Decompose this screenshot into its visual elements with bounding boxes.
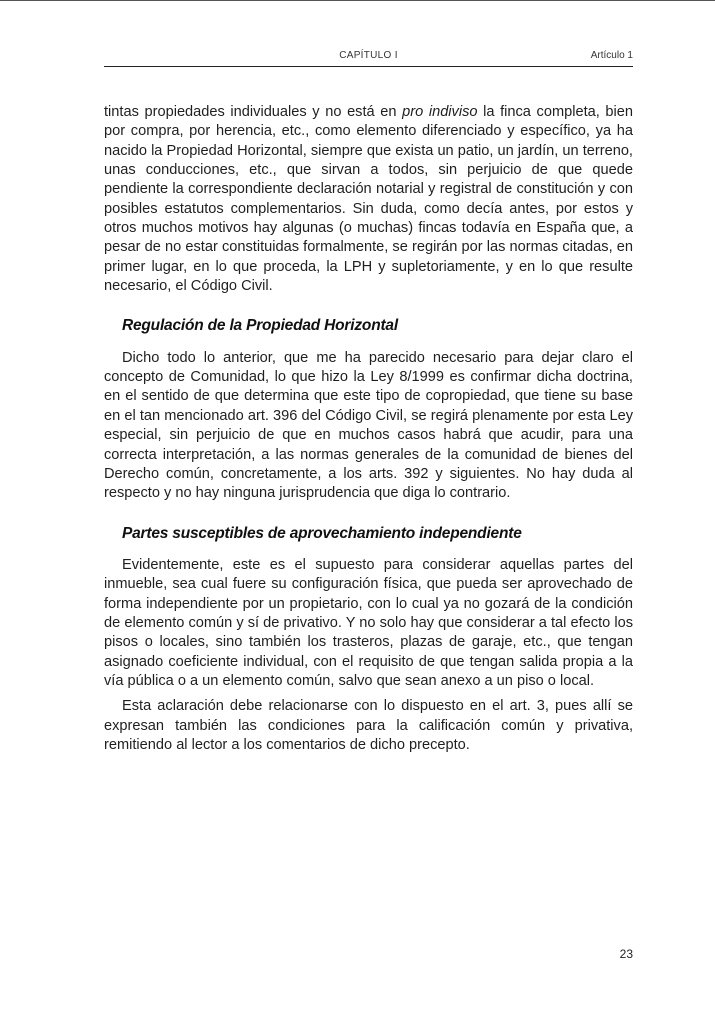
chapter-label: CAPÍTULO I <box>339 50 398 61</box>
paragraph-continued <box>104 103 633 296</box>
section-heading-regulacion: Regulación de la Propiedad Horizontal <box>122 317 398 335</box>
section-heading-partes: Partes susceptibles de aprovechamiento independiente <box>122 524 522 542</box>
page-body <box>104 103 633 755</box>
article-label: Artículo 1 <box>590 50 633 61</box>
paragraph-text: la finca completa, bien por compra, por herencia, etc., como elemento diferenciado y específico, ya ha nacido la Propiedad Horizontal, siempre que exista un patio, un jardín, un terreno, unas conducciones, etc., que sirvan a todos, sin perjuicio de que quede pendiente la correspondiente declaración notarial y registral de constitución y con posibles estatutos complementarios. Sin duda, como decía antes, por estos y otros muchos motivos hay algunas (o muchas) fincas todavía en España que, a pesar de no estar constituidas formalmente, se regirán por las normas citadas, en primer lugar, en lo que proceda, la LPH y supletoriamente, y en lo que resulte necesario, el Código Civil. <box>104 104 634 295</box>
running-header <box>104 50 633 67</box>
paragraph-aclaracion: Esta aclaración debe relacionarse con lo dispuesto en el art. 3, pues allí se expresan también las condiciones para la calificación común y privativa, remitiendo al lector a los comentarios de dicho precepto. <box>104 698 633 753</box>
latin-term: pro indiviso <box>402 104 478 120</box>
paragraph-regulacion: Dicho todo lo anterior, que me ha parecido necesario para dejar claro el concepto de Comunidad, lo que hizo la Ley 8/1999 es confirmar dicha doctrina, en el sentido de que determina que este tipo de copropiedad, que tiene su base en el tan mencionado art. 396 del Código Civil, se regirá plenamente por esta Ley especial, sin perjuicio de que en muchos casos habrá que acudir, para una correcta interpretación, a las normas generales de la comunidad de bienes del Derecho común, concretamente, a los arts. 392 y siguientes. No hay duda al respecto y no hay ninguna jurisprudencia que diga lo contrario. <box>104 349 633 502</box>
paragraph-partes: Evidentemente, este es el supuesto para considerar aquellas partes del inmueble, sea cual fuere su configuración física, que pueda ser aprovechado de forma independiente por un propietario, con lo cual ya no gozará de la condición de elemento común y sí de privativo. Y no solo hay que considerar a tal efecto los pisos o locales, sino también los trasteros, plazas de garaje, etc., que tengan asignado coeficiente individual, con el requisito de que tengan salida propia a la vía pública o a un elemento común, salvo que sean anexo a un piso o local. <box>104 556 633 689</box>
page-number: 23 <box>619 947 633 961</box>
paragraph-text: tintas propiedades individuales y no está en <box>104 104 403 120</box>
top-border-line <box>0 0 715 1</box>
